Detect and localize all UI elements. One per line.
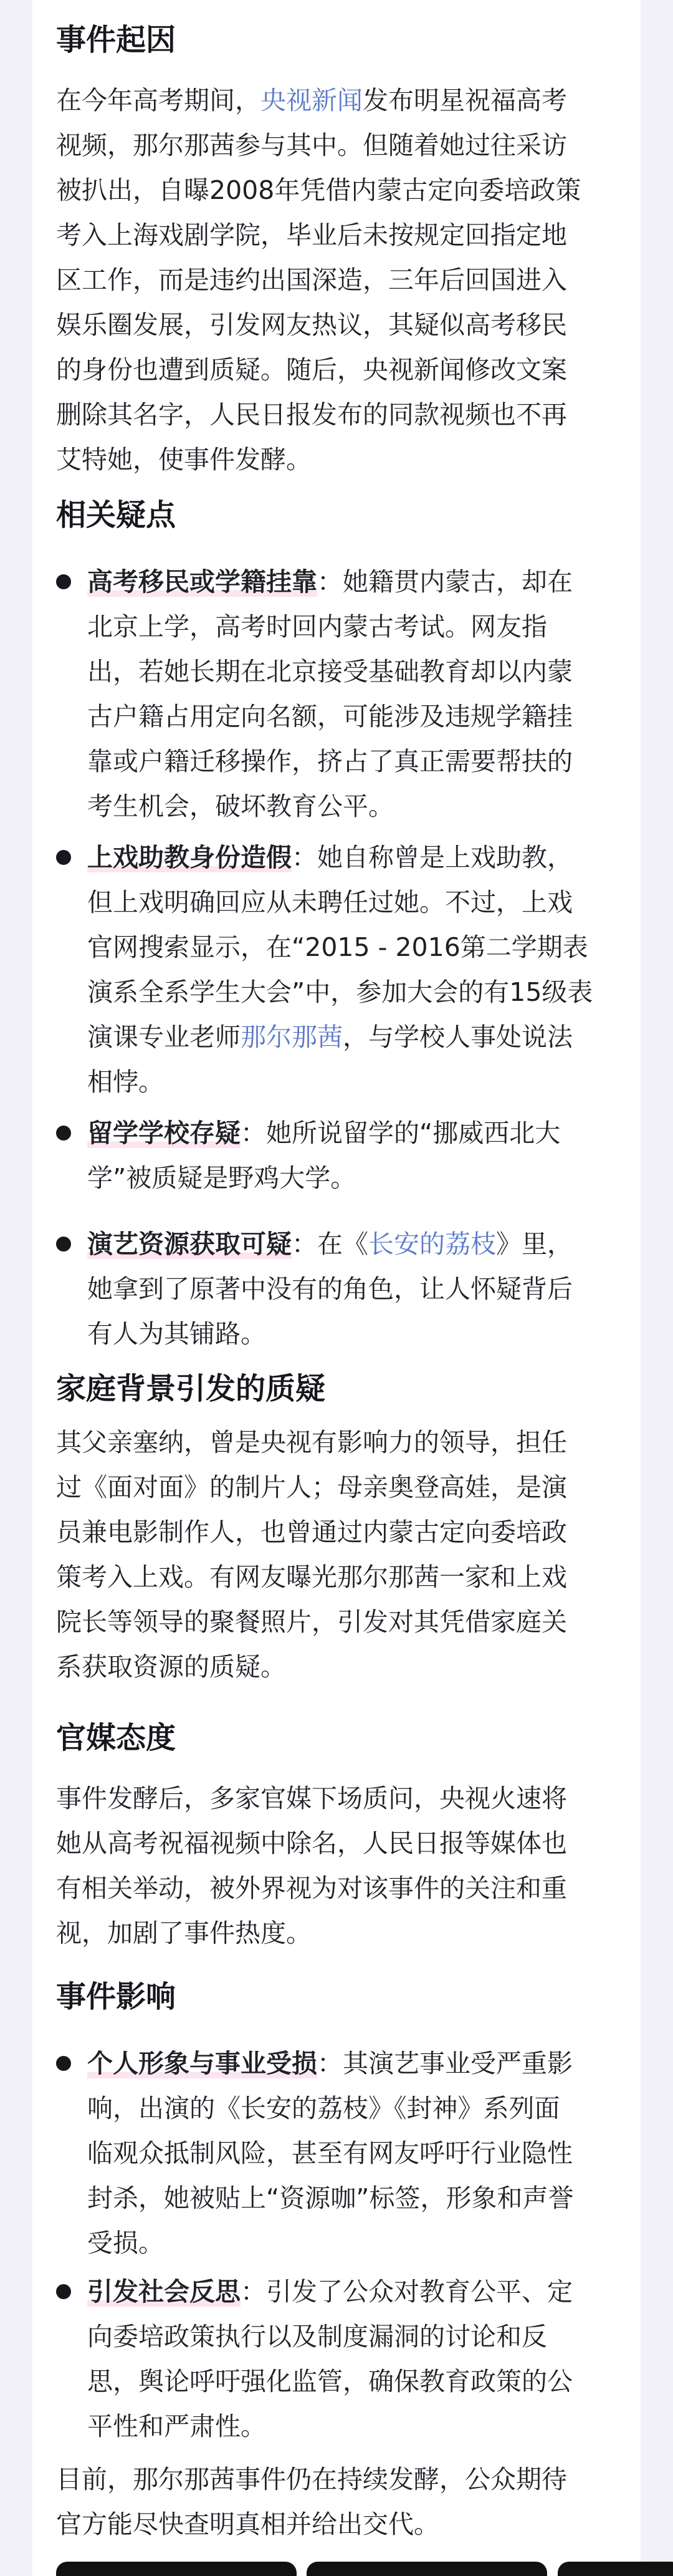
text-line: 她拿到了原著中没有的角色，让人怀疑背后 bbox=[87, 1274, 573, 1304]
text-line: 员兼电影制作人，也曾通过内蒙古定向委培政 bbox=[56, 1517, 567, 1547]
text-span: ：引发了公众对教育公平、定 bbox=[241, 2277, 573, 2307]
text-span: ：她籍贯内蒙古，却在 bbox=[317, 567, 573, 597]
text-line: 思，舆论呼吁强化监管，确保教育政策的公 bbox=[87, 2366, 573, 2396]
text-line: 娱乐圈发展，引发网友热议，其疑似高考移民 bbox=[56, 310, 567, 340]
heading-impact: 事件影响 bbox=[56, 1979, 176, 2014]
bold-term: 引发社会反思 bbox=[87, 2277, 241, 2307]
text-line: 被扒出，自曝2008年凭借内蒙古定向委培政策 bbox=[56, 175, 581, 205]
text-line: 封杀，她被贴上“资源咖”标签，形象和声誉 bbox=[87, 2183, 574, 2213]
text-span: ：她自称曾是上戏助教， bbox=[292, 842, 573, 872]
text-line: 考入上海戏剧学院，毕业后未按规定回指定地 bbox=[56, 220, 567, 250]
text-span: 发布明星祝福高考 bbox=[363, 85, 567, 115]
text-line: 响，出演的《长安的荔枝》《封神》系列面 bbox=[87, 2093, 560, 2123]
bold-term: 高考移民或学籍挂靠 bbox=[87, 567, 317, 597]
text-span: ，与学校人事处说法 bbox=[343, 1022, 573, 1052]
text-line: 视频，那尔那茜参与其中。但随着她过往采访 bbox=[56, 130, 567, 160]
person-name-link[interactable]: 那尔那茜 bbox=[241, 1022, 343, 1052]
text-line: 官方能尽快查明真相并给出交代。 bbox=[56, 2509, 439, 2539]
origin-paragraph bbox=[56, 78, 629, 482]
text-span: 在今年高考期间， bbox=[56, 85, 260, 115]
bullet-dot bbox=[56, 1126, 71, 1141]
text-line: 向委培政策执行以及制度漏洞的讨论和反 bbox=[87, 2322, 547, 2352]
text-line: 艾特她，使事件发酵。 bbox=[56, 445, 312, 475]
text-line: 北京上学，高考时回内蒙古考试。网友指 bbox=[87, 612, 547, 642]
text-line: 目前，那尔那茜事件仍在持续发酵，公众期待 bbox=[56, 2464, 567, 2494]
text-line: 系获取资源的质疑。 bbox=[56, 1652, 286, 1682]
text-line: 删除其名字，人民日报发布的同款视频也不再 bbox=[56, 400, 567, 430]
text-line bbox=[87, 1111, 629, 1155]
text-line bbox=[87, 1015, 629, 1059]
text-span: ：在《 bbox=[292, 1229, 368, 1259]
list-item bbox=[87, 559, 629, 829]
book-title-link[interactable]: 长安的荔枝 bbox=[368, 1229, 496, 1259]
text-line bbox=[87, 559, 629, 604]
text-line: 策考入上戏。有网友曝光那尔那茜一家和上戏 bbox=[56, 1562, 567, 1592]
text-line: 相悖。 bbox=[87, 1067, 164, 1097]
text-line bbox=[87, 835, 629, 880]
list-item bbox=[87, 2269, 629, 2449]
text-line: 出，若她长期在北京接受基础教育却以内蒙 bbox=[87, 657, 573, 687]
list-item bbox=[87, 835, 629, 1104]
text-line: 古户籍占用定向名额，可能涉及违规学籍挂 bbox=[87, 702, 573, 731]
bold-term: 演艺资源获取可疑 bbox=[87, 1229, 292, 1259]
list-item bbox=[87, 1111, 629, 1200]
heading-family: 家庭背景引发的质疑 bbox=[56, 1371, 326, 1406]
cctv-news-link[interactable]: 央视新闻 bbox=[260, 85, 363, 115]
text-line: 官网搜索显示，在“2015 - 2016第二学期表 bbox=[87, 932, 588, 962]
list-item bbox=[87, 1222, 629, 1356]
bold-term: 留学学校存疑 bbox=[87, 1118, 241, 1148]
text-span: 演课专业老师 bbox=[87, 1022, 241, 1052]
bottom-action-bar[interactable] bbox=[56, 2562, 297, 2576]
text-line bbox=[87, 2041, 629, 2086]
text-line: 平性和严肃性。 bbox=[87, 2411, 266, 2441]
text-line: 演系全系学生大会”中，参加大会的有15级表 bbox=[87, 977, 593, 1007]
text-line: 有相关举动，被外界视为对该事件的关注和重 bbox=[56, 1873, 567, 1903]
text-line: 过《面对面》的制片人；母亲奥登高娃，是演 bbox=[56, 1472, 567, 1502]
text-line: 其父亲塞纳，曾是央视有影响力的领导，担任 bbox=[56, 1427, 567, 1457]
text-span: ：她所说留学的“挪威西北大 bbox=[241, 1118, 561, 1148]
text-span: 》里， bbox=[496, 1229, 573, 1259]
heading-doubts: 相关疑点 bbox=[56, 498, 176, 533]
text-line: 事件发酵后，多家官媒下场质问，央视火速将 bbox=[56, 1783, 567, 1813]
heading-origin: 事件起因 bbox=[56, 22, 176, 57]
list-item bbox=[87, 2041, 629, 2265]
text-line: 的身份也遭到质疑。随后，央视新闻修改文案 bbox=[56, 355, 567, 385]
text-line: 临观众抵制风险，甚至有网友呼吁行业隐性 bbox=[87, 2138, 573, 2168]
bottom-action-bar[interactable] bbox=[307, 2562, 547, 2576]
bullet-dot bbox=[56, 1237, 71, 1252]
text-line: 院长等领导的聚餐照片，引发对其凭借家庭关 bbox=[56, 1607, 567, 1637]
text-line bbox=[87, 1222, 629, 1266]
text-line: 学”被质疑是野鸡大学。 bbox=[87, 1163, 356, 1193]
conclusion-paragraph bbox=[56, 2457, 629, 2547]
text-line bbox=[87, 2269, 629, 2314]
text-line: 视，加剧了事件热度。 bbox=[56, 1918, 312, 1948]
text-line: 但上戏明确回应从未聘任过她。不过，上戏 bbox=[87, 887, 573, 917]
text-line: 她从高考祝福视频中除名，人民日报等媒体也 bbox=[56, 1828, 567, 1858]
heading-media: 官媒态度 bbox=[56, 1720, 176, 1755]
bold-term: 个人形象与事业受损 bbox=[87, 2048, 317, 2078]
bullet-dot bbox=[56, 2284, 71, 2299]
text-line: 受损。 bbox=[87, 2228, 164, 2258]
text-line bbox=[56, 78, 629, 123]
family-paragraph bbox=[56, 1420, 629, 1689]
media-paragraph bbox=[56, 1776, 629, 1956]
bottom-action-bar[interactable] bbox=[558, 2562, 673, 2576]
bullet-dot bbox=[56, 2056, 71, 2071]
bullet-dot bbox=[56, 574, 71, 589]
text-line: 考生机会，破坏教育公平。 bbox=[87, 791, 394, 821]
text-line: 靠或户籍迁移操作，挤占了真正需要帮扶的 bbox=[87, 746, 573, 776]
bold-term: 上戏助教身份造假 bbox=[87, 842, 292, 872]
bullet-dot bbox=[56, 850, 71, 865]
text-span: ：其演艺事业受严重影 bbox=[317, 2048, 573, 2078]
text-line: 有人为其铺路。 bbox=[87, 1319, 266, 1349]
text-line: 区工作，而是违约出国深造，三年后回国进入 bbox=[56, 265, 567, 295]
